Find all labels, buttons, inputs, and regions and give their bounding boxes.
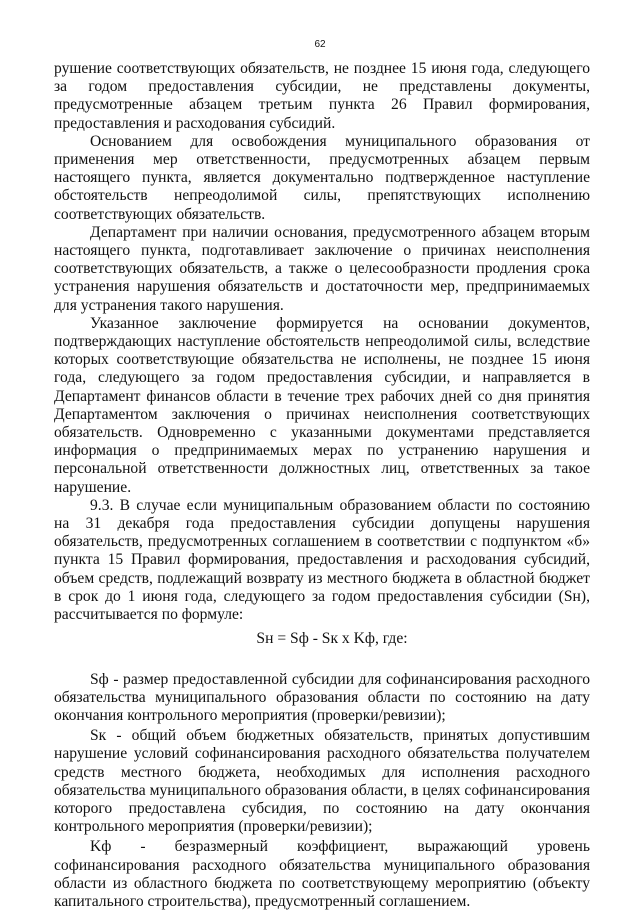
document-body: [54, 60, 590, 911]
paragraph-conclusion-formation: Указанное заключение формируется на основании документов, подтверждающих наступление обстоятельств непреодолимой силы, вследствие которых соответствующие обязательства не исполнены, не позднее 15 июня года, следующего за годом предоставления субсидии, и направляется в Департамент финансов области в течение трех рабочих дней со дня принятия Департаментом заключения о причинах неисполнения соответствующих обязательств. Одновременно с указанными документами представляется информация о предпринимаемых мерах по устранению нарушения и персональной ответственности должностных лиц, ответственных за такое нарушение.: [54, 314, 590, 496]
page-number: 62: [314, 39, 326, 50]
definition-sf: Sф - размер предоставленной субсидии для софинансирования расходного обязательства муниципального образования области по состоянию на дату окончания контрольного мероприятия (проверки/ревизии);: [54, 670, 590, 724]
paragraph-exemption-basis: Основанием для освобождения муниципального образования от применения мер ответственности, предусмотренных абзацем первым настоящего пункта, является документально подтвержденное наступление обстоятельств непреодолимой силы, препятствующих исполнению соответствующих обязательств.: [54, 132, 590, 223]
paragraph-9-3: 9.3. В случае если муниципальным образованием области по состоянию на 31 декабря года предоставления субсидии допущены нарушения обязательств, предусмотренных соглашением в соответствии с подпунктом «б» пункта 15 Правил формирования, предоставления и расходования субсидий, объем средств, подлежащий возврату из местного бюджета в областной бюджет в срок до 1 июня года, следующего за годом предоставления субсидии (Sн), рассчитывается по формуле:: [54, 496, 590, 624]
formula: Sн = Sф - Sк х Kф, где:: [256, 630, 408, 648]
definition-kf: Kф - безразмерный коэффициент, выражающий уровень софинансирования расходного обязательства муниципального образования области из областного бюджета по соответствующему мероприятию (объекту капитального строительства), предусмотренный соглашением.: [54, 838, 590, 910]
definition-sk: Sк - общий объем бюджетных обязательств, принятых допустившим нарушение условий софинансирования расходного обязательства получателем средств местного бюджета, необходимых для исполнения расходного обязательства муниципального образования области, в целях софинансирования которого предоставлена субсидия, по состоянию на дату окончания контрольного мероприятия (проверки/ревизии);: [54, 727, 590, 836]
paragraph-department-conclusion: Департамент при наличии основания, предусмотренного абзацем вторым настоящего пункта, подготавливает заключение о причинах неисполнения соответствующих обязательств, а также о целесообразности продления срока устранения нарушения обязательств и достаточности мер, предпринимаемых для устранения такого нарушения.: [54, 223, 590, 314]
paragraph-continuation: рушение соответствующих обязательств, не позднее 15 июня года, следующего за годом предоставления субсидии, не представлены документы, предусмотренные абзацем третьим пункта 26 Правил формирования, предоставления и расходования субсидий.: [54, 60, 590, 132]
